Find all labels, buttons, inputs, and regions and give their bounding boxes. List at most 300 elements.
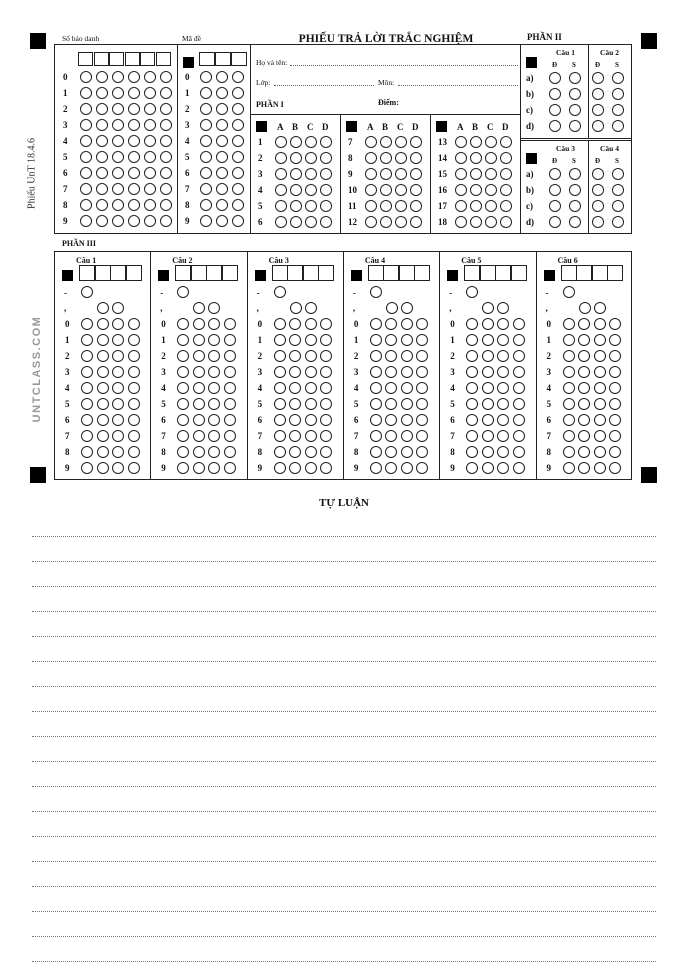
answer-bubble[interactable]: [612, 88, 624, 100]
answer-bubble[interactable]: [578, 430, 590, 442]
answer-bubble[interactable]: [594, 414, 606, 426]
answer-bubble[interactable]: [320, 462, 332, 474]
answer-bubble[interactable]: [513, 414, 525, 426]
sbd-write-cell[interactable]: [156, 52, 171, 66]
answer-bubble[interactable]: [320, 414, 332, 426]
essay-line[interactable]: [32, 586, 656, 587]
essay-line[interactable]: [32, 661, 656, 662]
answer-bubble[interactable]: [380, 216, 392, 228]
answer-bubble[interactable]: [609, 462, 621, 474]
answer-bubble[interactable]: [569, 168, 581, 180]
answer-bubble[interactable]: [274, 366, 286, 378]
sbd-write-cell[interactable]: [140, 52, 155, 66]
answer-bubble[interactable]: [320, 184, 332, 196]
essay-line[interactable]: [32, 611, 656, 612]
answer-bubble[interactable]: [320, 366, 332, 378]
answer-bubble[interactable]: [112, 71, 124, 83]
answer-bubble[interactable]: [193, 398, 205, 410]
answer-bubble[interactable]: [160, 71, 172, 83]
answer-bubble[interactable]: [80, 119, 92, 131]
answer-bubble[interactable]: [470, 168, 482, 180]
answer-bubble[interactable]: [365, 136, 377, 148]
answer-bubble[interactable]: [224, 462, 236, 474]
answer-bubble[interactable]: [80, 103, 92, 115]
answer-bubble[interactable]: [128, 446, 140, 458]
answer-bubble[interactable]: [410, 168, 422, 180]
answer-bubble[interactable]: [513, 350, 525, 362]
answer-bubble[interactable]: [609, 414, 621, 426]
answer-write-cell[interactable]: [126, 265, 142, 281]
answer-bubble[interactable]: [305, 318, 317, 330]
answer-bubble[interactable]: [144, 119, 156, 131]
answer-bubble[interactable]: [81, 350, 93, 362]
answer-bubble[interactable]: [224, 366, 236, 378]
answer-bubble[interactable]: [592, 120, 604, 132]
answer-bubble[interactable]: [290, 216, 302, 228]
answer-bubble[interactable]: [112, 167, 124, 179]
answer-bubble[interactable]: [612, 168, 624, 180]
answer-write-cell[interactable]: [399, 265, 415, 281]
answer-bubble[interactable]: [193, 414, 205, 426]
answer-bubble[interactable]: [193, 446, 205, 458]
answer-bubble[interactable]: [200, 183, 212, 195]
answer-bubble[interactable]: [563, 430, 575, 442]
answer-bubble[interactable]: [401, 350, 413, 362]
answer-bubble[interactable]: [485, 200, 497, 212]
answer-bubble[interactable]: [80, 135, 92, 147]
answer-bubble[interactable]: [370, 462, 382, 474]
answer-bubble[interactable]: [97, 334, 109, 346]
essay-line[interactable]: [32, 736, 656, 737]
answer-bubble[interactable]: [216, 167, 228, 179]
answer-bubble[interactable]: [612, 72, 624, 84]
answer-bubble[interactable]: [144, 183, 156, 195]
answer-bubble[interactable]: [305, 334, 317, 346]
answer-bubble[interactable]: [513, 334, 525, 346]
essay-line[interactable]: [32, 936, 656, 937]
answer-bubble[interactable]: [455, 152, 467, 164]
answer-write-cell[interactable]: [222, 265, 238, 281]
minus-bubble[interactable]: [274, 286, 286, 298]
answer-bubble[interactable]: [80, 215, 92, 227]
answer-bubble[interactable]: [365, 184, 377, 196]
answer-bubble[interactable]: [81, 462, 93, 474]
answer-bubble[interactable]: [380, 184, 392, 196]
answer-bubble[interactable]: [216, 135, 228, 147]
answer-bubble[interactable]: [578, 366, 590, 378]
answer-bubble[interactable]: [592, 104, 604, 116]
answer-bubble[interactable]: [569, 184, 581, 196]
answer-bubble[interactable]: [482, 350, 494, 362]
answer-bubble[interactable]: [305, 184, 317, 196]
answer-bubble[interactable]: [128, 87, 140, 99]
answer-bubble[interactable]: [609, 350, 621, 362]
answer-bubble[interactable]: [612, 184, 624, 196]
answer-bubble[interactable]: [81, 430, 93, 442]
answer-bubble[interactable]: [128, 71, 140, 83]
answer-bubble[interactable]: [594, 382, 606, 394]
answer-bubble[interactable]: [224, 382, 236, 394]
answer-bubble[interactable]: [81, 366, 93, 378]
answer-bubble[interactable]: [96, 87, 108, 99]
decimal-bubble[interactable]: [112, 302, 124, 314]
answer-bubble[interactable]: [224, 334, 236, 346]
answer-bubble[interactable]: [144, 215, 156, 227]
minus-bubble[interactable]: [563, 286, 575, 298]
answer-bubble[interactable]: [395, 184, 407, 196]
essay-line[interactable]: [32, 561, 656, 562]
answer-bubble[interactable]: [96, 119, 108, 131]
answer-bubble[interactable]: [144, 199, 156, 211]
answer-bubble[interactable]: [410, 136, 422, 148]
subject-field[interactable]: [398, 85, 518, 86]
answer-bubble[interactable]: [160, 167, 172, 179]
answer-bubble[interactable]: [128, 103, 140, 115]
answer-bubble[interactable]: [128, 183, 140, 195]
answer-bubble[interactable]: [200, 199, 212, 211]
answer-write-cell[interactable]: [175, 265, 191, 281]
answer-bubble[interactable]: [274, 414, 286, 426]
essay-line[interactable]: [32, 811, 656, 812]
answer-bubble[interactable]: [482, 382, 494, 394]
answer-bubble[interactable]: [112, 350, 124, 362]
answer-bubble[interactable]: [81, 446, 93, 458]
answer-bubble[interactable]: [128, 462, 140, 474]
answer-bubble[interactable]: [470, 200, 482, 212]
answer-bubble[interactable]: [578, 462, 590, 474]
answer-bubble[interactable]: [370, 446, 382, 458]
answer-bubble[interactable]: [513, 318, 525, 330]
answer-bubble[interactable]: [500, 200, 512, 212]
answer-bubble[interactable]: [274, 350, 286, 362]
answer-bubble[interactable]: [380, 200, 392, 212]
answer-bubble[interactable]: [395, 200, 407, 212]
answer-bubble[interactable]: [128, 199, 140, 211]
answer-bubble[interactable]: [193, 318, 205, 330]
answer-bubble[interactable]: [470, 152, 482, 164]
answer-bubble[interactable]: [365, 216, 377, 228]
answer-bubble[interactable]: [410, 184, 422, 196]
answer-bubble[interactable]: [401, 366, 413, 378]
answer-bubble[interactable]: [380, 136, 392, 148]
sbd-write-cell[interactable]: [78, 52, 93, 66]
answer-bubble[interactable]: [112, 87, 124, 99]
answer-bubble[interactable]: [289, 462, 301, 474]
answer-bubble[interactable]: [563, 334, 575, 346]
answer-bubble[interactable]: [485, 152, 497, 164]
answer-write-cell[interactable]: [561, 265, 577, 281]
answer-bubble[interactable]: [455, 136, 467, 148]
answer-bubble[interactable]: [128, 366, 140, 378]
answer-write-cell[interactable]: [511, 265, 527, 281]
decimal-bubble[interactable]: [579, 302, 591, 314]
answer-bubble[interactable]: [563, 366, 575, 378]
answer-bubble[interactable]: [80, 167, 92, 179]
answer-bubble[interactable]: [578, 350, 590, 362]
answer-bubble[interactable]: [200, 167, 212, 179]
answer-bubble[interactable]: [395, 168, 407, 180]
answer-write-cell[interactable]: [303, 265, 319, 281]
decimal-bubble[interactable]: [594, 302, 606, 314]
made-write-cell[interactable]: [215, 52, 231, 66]
answer-bubble[interactable]: [81, 334, 93, 346]
answer-bubble[interactable]: [365, 168, 377, 180]
answer-bubble[interactable]: [200, 103, 212, 115]
answer-bubble[interactable]: [97, 414, 109, 426]
answer-bubble[interactable]: [289, 430, 301, 442]
answer-bubble[interactable]: [97, 382, 109, 394]
answer-bubble[interactable]: [128, 135, 140, 147]
minus-bubble[interactable]: [370, 286, 382, 298]
answer-bubble[interactable]: [592, 200, 604, 212]
answer-bubble[interactable]: [200, 87, 212, 99]
answer-bubble[interactable]: [97, 430, 109, 442]
answer-bubble[interactable]: [274, 398, 286, 410]
answer-bubble[interactable]: [112, 135, 124, 147]
answer-bubble[interactable]: [200, 71, 212, 83]
answer-write-cell[interactable]: [110, 265, 126, 281]
answer-bubble[interactable]: [216, 103, 228, 115]
answer-bubble[interactable]: [193, 366, 205, 378]
answer-bubble[interactable]: [370, 350, 382, 362]
answer-bubble[interactable]: [370, 414, 382, 426]
essay-line[interactable]: [32, 961, 656, 962]
answer-bubble[interactable]: [160, 199, 172, 211]
answer-bubble[interactable]: [305, 462, 317, 474]
answer-bubble[interactable]: [112, 103, 124, 115]
answer-bubble[interactable]: [193, 334, 205, 346]
essay-line[interactable]: [32, 861, 656, 862]
answer-bubble[interactable]: [592, 168, 604, 180]
answer-bubble[interactable]: [200, 215, 212, 227]
answer-bubble[interactable]: [112, 462, 124, 474]
answer-bubble[interactable]: [549, 104, 561, 116]
decimal-bubble[interactable]: [305, 302, 317, 314]
answer-bubble[interactable]: [289, 334, 301, 346]
answer-bubble[interactable]: [96, 71, 108, 83]
answer-bubble[interactable]: [305, 398, 317, 410]
answer-bubble[interactable]: [144, 103, 156, 115]
answer-bubble[interactable]: [96, 199, 108, 211]
answer-bubble[interactable]: [232, 87, 244, 99]
answer-bubble[interactable]: [290, 152, 302, 164]
answer-bubble[interactable]: [612, 120, 624, 132]
answer-bubble[interactable]: [216, 71, 228, 83]
answer-bubble[interactable]: [594, 318, 606, 330]
answer-bubble[interactable]: [160, 215, 172, 227]
answer-bubble[interactable]: [320, 446, 332, 458]
answer-bubble[interactable]: [320, 430, 332, 442]
answer-bubble[interactable]: [275, 136, 287, 148]
answer-bubble[interactable]: [410, 152, 422, 164]
minus-bubble[interactable]: [81, 286, 93, 298]
answer-bubble[interactable]: [401, 318, 413, 330]
answer-bubble[interactable]: [232, 135, 244, 147]
answer-write-cell[interactable]: [206, 265, 222, 281]
answer-bubble[interactable]: [485, 184, 497, 196]
answer-bubble[interactable]: [144, 135, 156, 147]
answer-bubble[interactable]: [578, 414, 590, 426]
answer-bubble[interactable]: [305, 216, 317, 228]
answer-bubble[interactable]: [289, 318, 301, 330]
answer-bubble[interactable]: [128, 318, 140, 330]
answer-bubble[interactable]: [144, 71, 156, 83]
answer-bubble[interactable]: [612, 104, 624, 116]
answer-bubble[interactable]: [275, 152, 287, 164]
answer-bubble[interactable]: [370, 382, 382, 394]
answer-bubble[interactable]: [274, 430, 286, 442]
answer-bubble[interactable]: [216, 151, 228, 163]
answer-bubble[interactable]: [569, 120, 581, 132]
essay-line[interactable]: [32, 536, 656, 537]
answer-bubble[interactable]: [370, 366, 382, 378]
answer-bubble[interactable]: [482, 430, 494, 442]
answer-write-cell[interactable]: [272, 265, 288, 281]
answer-bubble[interactable]: [320, 350, 332, 362]
answer-bubble[interactable]: [80, 199, 92, 211]
essay-line[interactable]: [32, 786, 656, 787]
answer-bubble[interactable]: [549, 200, 561, 212]
answer-bubble[interactable]: [578, 382, 590, 394]
decimal-bubble[interactable]: [290, 302, 302, 314]
answer-bubble[interactable]: [81, 398, 93, 410]
answer-bubble[interactable]: [563, 382, 575, 394]
answer-bubble[interactable]: [97, 462, 109, 474]
answer-bubble[interactable]: [97, 366, 109, 378]
answer-bubble[interactable]: [96, 183, 108, 195]
answer-bubble[interactable]: [290, 168, 302, 180]
answer-bubble[interactable]: [470, 216, 482, 228]
answer-bubble[interactable]: [320, 168, 332, 180]
answer-bubble[interactable]: [216, 183, 228, 195]
answer-bubble[interactable]: [482, 462, 494, 474]
answer-bubble[interactable]: [200, 119, 212, 131]
answer-bubble[interactable]: [96, 167, 108, 179]
answer-write-cell[interactable]: [495, 265, 511, 281]
answer-bubble[interactable]: [97, 398, 109, 410]
answer-bubble[interactable]: [112, 183, 124, 195]
answer-bubble[interactable]: [81, 382, 93, 394]
answer-bubble[interactable]: [401, 446, 413, 458]
essay-line[interactable]: [32, 886, 656, 887]
answer-bubble[interactable]: [275, 168, 287, 180]
answer-bubble[interactable]: [563, 462, 575, 474]
answer-write-cell[interactable]: [368, 265, 384, 281]
answer-bubble[interactable]: [289, 414, 301, 426]
answer-bubble[interactable]: [563, 446, 575, 458]
answer-bubble[interactable]: [592, 88, 604, 100]
answer-bubble[interactable]: [224, 430, 236, 442]
answer-bubble[interactable]: [320, 136, 332, 148]
answer-bubble[interactable]: [609, 318, 621, 330]
answer-bubble[interactable]: [395, 152, 407, 164]
answer-bubble[interactable]: [410, 216, 422, 228]
answer-bubble[interactable]: [609, 334, 621, 346]
sbd-write-cell[interactable]: [109, 52, 124, 66]
answer-bubble[interactable]: [401, 334, 413, 346]
answer-bubble[interactable]: [482, 446, 494, 458]
answer-bubble[interactable]: [112, 215, 124, 227]
answer-bubble[interactable]: [128, 382, 140, 394]
answer-bubble[interactable]: [380, 168, 392, 180]
answer-bubble[interactable]: [305, 430, 317, 442]
answer-bubble[interactable]: [144, 151, 156, 163]
answer-bubble[interactable]: [305, 350, 317, 362]
answer-bubble[interactable]: [592, 216, 604, 228]
answer-bubble[interactable]: [275, 200, 287, 212]
answer-bubble[interactable]: [395, 216, 407, 228]
answer-bubble[interactable]: [193, 430, 205, 442]
answer-bubble[interactable]: [482, 334, 494, 346]
answer-bubble[interactable]: [500, 136, 512, 148]
answer-bubble[interactable]: [485, 216, 497, 228]
answer-bubble[interactable]: [609, 446, 621, 458]
answer-bubble[interactable]: [193, 350, 205, 362]
answer-bubble[interactable]: [97, 350, 109, 362]
decimal-bubble[interactable]: [386, 302, 398, 314]
answer-bubble[interactable]: [97, 446, 109, 458]
answer-bubble[interactable]: [289, 366, 301, 378]
answer-bubble[interactable]: [144, 87, 156, 99]
answer-bubble[interactable]: [594, 446, 606, 458]
sbd-write-cell[interactable]: [125, 52, 140, 66]
answer-bubble[interactable]: [594, 334, 606, 346]
answer-bubble[interactable]: [96, 151, 108, 163]
answer-write-cell[interactable]: [464, 265, 480, 281]
answer-bubble[interactable]: [578, 446, 590, 458]
answer-bubble[interactable]: [305, 136, 317, 148]
answer-bubble[interactable]: [485, 136, 497, 148]
answer-bubble[interactable]: [232, 151, 244, 163]
answer-bubble[interactable]: [549, 184, 561, 196]
answer-bubble[interactable]: [160, 151, 172, 163]
answer-bubble[interactable]: [380, 152, 392, 164]
answer-bubble[interactable]: [401, 462, 413, 474]
answer-bubble[interactable]: [160, 135, 172, 147]
answer-bubble[interactable]: [485, 168, 497, 180]
answer-bubble[interactable]: [549, 168, 561, 180]
answer-write-cell[interactable]: [287, 265, 303, 281]
answer-bubble[interactable]: [592, 72, 604, 84]
answer-bubble[interactable]: [160, 103, 172, 115]
answer-bubble[interactable]: [112, 151, 124, 163]
made-write-cell[interactable]: [231, 52, 247, 66]
answer-bubble[interactable]: [549, 72, 561, 84]
answer-bubble[interactable]: [370, 430, 382, 442]
answer-bubble[interactable]: [563, 350, 575, 362]
answer-bubble[interactable]: [232, 167, 244, 179]
answer-bubble[interactable]: [128, 167, 140, 179]
answer-bubble[interactable]: [455, 184, 467, 196]
answer-bubble[interactable]: [305, 152, 317, 164]
answer-bubble[interactable]: [320, 152, 332, 164]
answer-bubble[interactable]: [578, 398, 590, 410]
answer-bubble[interactable]: [320, 398, 332, 410]
answer-bubble[interactable]: [401, 430, 413, 442]
answer-bubble[interactable]: [274, 334, 286, 346]
answer-write-cell[interactable]: [592, 265, 608, 281]
answer-bubble[interactable]: [569, 72, 581, 84]
answer-bubble[interactable]: [128, 430, 140, 442]
decimal-bubble[interactable]: [97, 302, 109, 314]
answer-bubble[interactable]: [513, 446, 525, 458]
answer-bubble[interactable]: [160, 183, 172, 195]
answer-bubble[interactable]: [320, 216, 332, 228]
answer-bubble[interactable]: [112, 318, 124, 330]
answer-bubble[interactable]: [274, 318, 286, 330]
name-field[interactable]: [290, 65, 518, 66]
answer-bubble[interactable]: [594, 366, 606, 378]
